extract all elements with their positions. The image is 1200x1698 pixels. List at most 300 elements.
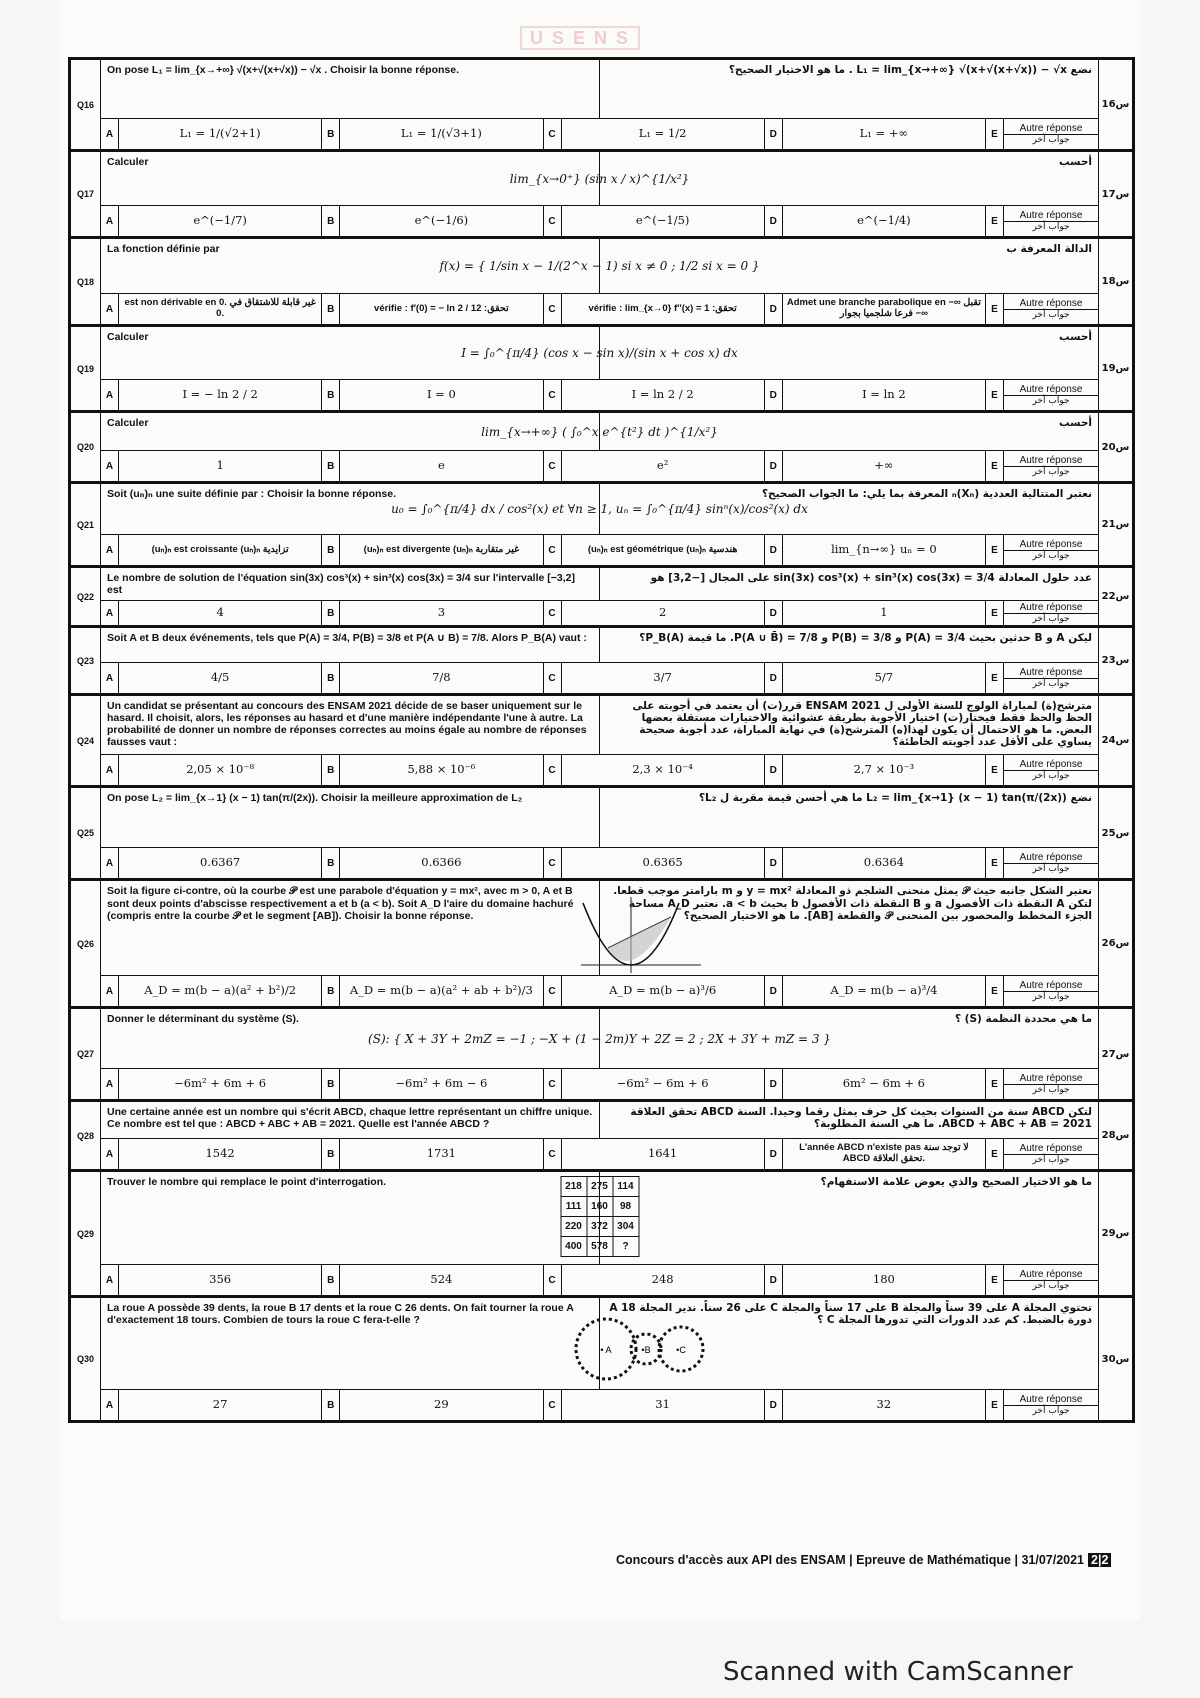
option-value [1004, 294, 1098, 324]
option-letter: C [544, 380, 562, 410]
option-letter: E [986, 848, 1004, 878]
answer-options [101, 294, 1098, 324]
option-value [1004, 1069, 1098, 1099]
answer-option-other[interactable] [986, 1069, 1098, 1099]
option-letter: B [322, 380, 340, 410]
other-answer-fr: Autre réponse [1004, 123, 1098, 136]
option-letter: A [101, 1390, 119, 1420]
option-letter: E [986, 601, 1004, 625]
question-text-ar: مترشح(ة) لمباراة الولوج للسنة الأولى ل ENSAM 2021 قرر(ت) أن يعتمد في أجوبته على الحظ والحظ فقط فيختار(ت) اختيار الأجوبة بطريقة عشوائية والاختيارات مستقلة بعضها البعض. ما هو الاحتمال أن يكون لهذا(ه) المترشح(ة) في نهاية المباراة، عدد أجوبة صحيحة يساوي على الأقل عدد أجوبته الخاطئة؟ [599, 696, 1098, 754]
option-value [1004, 451, 1098, 481]
answer-option[interactable] [101, 535, 322, 565]
question-row [71, 484, 1132, 568]
option-value: e^(−1/4) [857, 213, 911, 228]
question-text-fr: Calculer [107, 331, 149, 343]
question-text-ar: تحتوي المجلة A على 39 سناً والمجلة B على 17 سناً والمجلة C على 26 سناً. ندير المجلة A 18 دورة بالضبط. كم عدد الدورات التي تدورها المجلة C ؟ [599, 1298, 1098, 1389]
question-number-fr: Q20 [71, 413, 101, 481]
option-letter: B [322, 976, 340, 1006]
other-answer-ar: جواب آخر [1032, 679, 1070, 690]
grid-cell: 578 [587, 1237, 613, 1257]
answer-option[interactable] [101, 1139, 322, 1169]
option-value: L₁ = +∞ [859, 126, 909, 141]
option-letter: B [322, 1139, 340, 1169]
option-letter: D [765, 1069, 783, 1099]
option-value [1004, 848, 1098, 878]
question-number-ar: س16 [1098, 60, 1132, 149]
other-answer-fr: Autre réponse [1004, 602, 1098, 615]
other-answer-fr: Autre réponse [1004, 1143, 1098, 1156]
answer-option[interactable] [544, 535, 765, 565]
question-number-fr: Q18 [71, 239, 101, 324]
answer-option[interactable] [765, 1139, 986, 1169]
grid-cell: 218 [561, 1177, 587, 1197]
answer-option[interactable] [544, 119, 765, 149]
option-value: 524 [430, 1272, 453, 1287]
option-value: 1 [880, 605, 888, 620]
option-value: est non dérivable en 0. غير قابلة للاشتقاق في 0. [124, 297, 316, 319]
question-row [71, 628, 1132, 696]
option-letter: E [986, 119, 1004, 149]
answer-option[interactable] [322, 848, 543, 878]
option-letter: D [765, 206, 783, 236]
question-number-fr: Q22 [71, 568, 101, 625]
answer-option[interactable] [765, 663, 986, 693]
option-letter: C [544, 1139, 562, 1169]
question-text-ar: ليكن A و B حدثين بحيث P(A) = 3/4 و P(B) = 3/8 و P(A ∪ B̄) = 7/8. ما قيمة P_B(A)؟ [599, 628, 1098, 662]
answer-option[interactable] [765, 976, 986, 1006]
answer-option[interactable] [765, 1069, 986, 1099]
question-row [71, 239, 1132, 327]
answer-option-other[interactable] [986, 294, 1098, 324]
answer-option[interactable] [101, 206, 322, 236]
answer-option[interactable] [101, 1390, 322, 1420]
question-table [68, 57, 1135, 1423]
question-number-fr: Q29 [71, 1172, 101, 1295]
question-text-ar: نعتبر الشكل جانبه حيث 𝒫 يمثل منحنى الشلجم ذو المعادلة y = mx² و m بارامتر موجب قطعا. لتكن A النقطة ذات الأفصول a و B النقطة ذات الأفصول b بحيث a < b. نعتبر A_D مساحة الجزء المخطط والمحصور بين المنحنى 𝒫 والقطعة [AB]. ما هو الاختيار الصحيح؟ [599, 881, 1098, 975]
answer-option-other[interactable] [986, 535, 1098, 565]
grid-cell: 275 [587, 1177, 613, 1197]
answer-options [101, 1139, 1098, 1169]
other-answer-fr: Autre réponse [1004, 1269, 1098, 1282]
answer-option[interactable] [765, 601, 986, 625]
option-value: 4/5 [210, 670, 230, 685]
option-value: lim_{n→∞} uₙ = 0 [831, 542, 937, 557]
question-number-ar: س17 [1098, 152, 1132, 236]
option-letter: C [544, 1265, 562, 1295]
question-text-fr: Soit A et B deux événements, tels que P(A) = 3/4, P(B) = 3/8 et P(A ∪ B) = 7/8. Alors P_B(A) vaut : [107, 632, 587, 644]
answer-options [101, 119, 1098, 149]
option-letter: B [322, 848, 340, 878]
option-value: (uₙ)ₙ est croissante (uₙ)ₙ تزايدية [151, 543, 289, 555]
other-answer-ar: جواب آخر [1032, 1085, 1070, 1096]
other-answer-ar: جواب آخر [1032, 551, 1070, 562]
answer-option[interactable] [765, 380, 986, 410]
answer-option[interactable] [101, 119, 322, 149]
grid-cell: 372 [587, 1217, 613, 1237]
option-letter: C [544, 755, 562, 785]
option-letter: A [101, 1139, 119, 1169]
answer-option[interactable] [765, 848, 986, 878]
question-row [71, 413, 1132, 484]
answer-option[interactable] [322, 601, 543, 625]
svg-text:•C: •C [676, 1345, 686, 1355]
answer-option[interactable] [544, 601, 765, 625]
answer-option[interactable] [322, 1265, 543, 1295]
question-row [71, 152, 1132, 239]
answer-options [101, 451, 1098, 481]
option-letter: C [544, 1069, 562, 1099]
question-text-ar: ما هو الاختيار الصحيح والذي يعوض علامة الاستفهام؟ [599, 1172, 1098, 1264]
option-letter: E [986, 294, 1004, 324]
option-value: 4 [216, 605, 224, 620]
answer-option[interactable] [101, 294, 322, 324]
option-value: 0.6366 [421, 855, 462, 870]
question-number-fr: Q23 [71, 628, 101, 693]
option-value: A_D = m(b − a)(a² + ab + b²)/3 [349, 983, 533, 998]
question-row [71, 1172, 1132, 1298]
grid-cell: 114 [613, 1177, 639, 1197]
question-text-ar: نضع L₁ = lim_{x→+∞} √(x+√(x+√x)) − √x . ما هو الاختيار الصحيح؟ [599, 60, 1098, 118]
question-text-ar: لتكن ABCD سنة من السنوات بحيث كل حرف يمثل رقما وحيدا. السنة ABCD تحقق العلاقة ABCD + ABC + AB = 2021. ما هي السنة المطلوبة؟ [599, 1102, 1098, 1138]
option-value [1004, 755, 1098, 785]
other-answer-ar: جواب آخر [1032, 1281, 1070, 1292]
option-value: (uₙ)ₙ est géométrique (uₙ)ₙ هندسية [587, 543, 738, 555]
option-letter: C [544, 848, 562, 878]
option-letter: E [986, 1390, 1004, 1420]
option-value [1004, 1390, 1098, 1420]
option-letter: D [765, 294, 783, 324]
other-answer-fr: Autre réponse [1004, 980, 1098, 993]
answer-option[interactable] [322, 206, 543, 236]
option-letter: D [765, 663, 783, 693]
option-value: I = ln 2 [862, 387, 906, 402]
answer-option[interactable] [322, 380, 543, 410]
answer-option[interactable] [544, 663, 765, 693]
question-number-ar: س29 [1098, 1172, 1132, 1295]
answer-option-other[interactable] [986, 1390, 1098, 1420]
option-letter: A [101, 601, 119, 625]
answer-option[interactable] [101, 601, 322, 625]
answer-option[interactable] [101, 1265, 322, 1295]
answer-option[interactable] [322, 1139, 543, 1169]
option-letter: A [101, 535, 119, 565]
answer-option[interactable] [322, 1069, 543, 1099]
option-letter: C [544, 535, 562, 565]
answer-option[interactable] [101, 663, 322, 693]
option-value: A_D = m(b − a)³/4 [830, 983, 938, 998]
option-value: vérifie : f′(0) = − ln 2 / 12 :تحقق [374, 302, 509, 314]
answer-option[interactable] [101, 848, 322, 878]
question-number-fr: Q16 [71, 60, 101, 149]
other-answer-fr: Autre réponse [1004, 1073, 1098, 1086]
answer-option[interactable] [322, 451, 543, 481]
answer-option[interactable] [765, 451, 986, 481]
option-value: 32 [876, 1397, 892, 1412]
answer-option[interactable] [544, 1139, 765, 1169]
option-value: L₁ = 1/(√3+1) [400, 126, 482, 141]
answer-option-other[interactable] [986, 380, 1098, 410]
option-letter: A [101, 380, 119, 410]
question-text-fr: Trouver le nombre qui remplace le point d'interrogation. [107, 1176, 387, 1188]
option-value: +∞ [874, 458, 894, 473]
other-answer-fr: Autre réponse [1004, 852, 1098, 865]
answer-option[interactable] [322, 755, 543, 785]
answer-option[interactable] [322, 1390, 543, 1420]
question-text-ar: نضع L₂ = lim_{x→1} (x − 1) tan(π/(2x)) ما هي أحسن قيمة مقربة ل L₂؟ [599, 788, 1098, 847]
question-number-ar: س19 [1098, 327, 1132, 410]
answer-option[interactable] [101, 380, 322, 410]
question-number-ar: س24 [1098, 696, 1132, 785]
answer-option-other[interactable] [986, 451, 1098, 481]
answer-option[interactable] [544, 294, 765, 324]
option-letter: A [101, 451, 119, 481]
question-number-fr: Q21 [71, 484, 101, 565]
option-letter: D [765, 1265, 783, 1295]
option-letter: D [765, 755, 783, 785]
question-text-fr: Calculer [107, 417, 149, 429]
question-row [71, 60, 1132, 152]
option-value: Admet une branche parabolique en −∞ تقبل فرعا شلجميا بجوار −∞ [786, 297, 981, 319]
answer-options [101, 380, 1098, 410]
option-value: 2,05 × 10⁻⁸ [186, 762, 255, 777]
option-letter: D [765, 1390, 783, 1420]
other-answer-fr: Autre réponse [1004, 539, 1098, 552]
option-letter: E [986, 380, 1004, 410]
option-letter: A [101, 848, 119, 878]
question-text-fr: Donner le déterminant du système (S). [107, 1013, 299, 1025]
option-value: e^(−1/7) [193, 213, 247, 228]
answer-option-other[interactable] [986, 848, 1098, 878]
svg-text:• A: • A [600, 1345, 612, 1355]
question-number-ar: س26 [1098, 881, 1132, 1006]
question-row [71, 881, 1132, 1009]
question-number-fr: Q25 [71, 788, 101, 878]
question-text-ar: الدالة المعرفة ب [599, 239, 1098, 293]
question-number-fr: Q19 [71, 327, 101, 410]
option-letter: A [101, 1265, 119, 1295]
answer-option-other[interactable] [986, 1139, 1098, 1169]
option-letter: E [986, 1139, 1004, 1169]
question-row [71, 327, 1132, 413]
grid-cell: 400 [561, 1237, 587, 1257]
option-value: 1542 [205, 1146, 235, 1161]
answer-option-other[interactable] [986, 601, 1098, 625]
answer-option[interactable] [544, 206, 765, 236]
option-value: 5/7 [874, 670, 894, 685]
option-value [1004, 119, 1098, 149]
grid-cell: 160 [587, 1197, 613, 1217]
question-number-fr: Q24 [71, 696, 101, 785]
option-value: 5,88 × 10⁻⁶ [407, 762, 476, 777]
other-answer-ar: جواب آخر [1032, 310, 1070, 321]
answer-option[interactable] [544, 755, 765, 785]
option-value: 0.6364 [863, 855, 904, 870]
option-value: 1641 [647, 1146, 678, 1161]
question-row [71, 1298, 1132, 1420]
option-value: 7/8 [432, 670, 451, 685]
answer-option[interactable] [544, 451, 765, 481]
question-text-fr: Une certaine année est un nombre qui s'écrit ABCD, chaque lettre représentant un chiffre unique. Ce nombre est tel que : ABCD + ABC + AB = 2021. Quelle est l'année ABCD ? [107, 1106, 593, 1130]
option-letter: E [986, 976, 1004, 1006]
question-number-fr: Q28 [71, 1102, 101, 1169]
option-value: 6m² − 6m + 6 [842, 1076, 925, 1091]
option-letter: D [765, 451, 783, 481]
question-formula: (S): { X + 3Y + 2mZ = −1 ; −X + (1 − 2m)Y + 2Z = 2 ; 2X + 3Y + mZ = 3 } [368, 1031, 831, 1046]
answer-options [101, 601, 1098, 625]
answer-option-other[interactable] [986, 119, 1098, 149]
answer-option[interactable] [322, 535, 543, 565]
other-answer-fr: Autre réponse [1004, 455, 1098, 468]
grid-cell: ? [613, 1237, 639, 1257]
answer-option[interactable] [322, 976, 543, 1006]
option-letter: D [765, 1139, 783, 1169]
option-letter: A [101, 206, 119, 236]
answer-option[interactable] [765, 535, 986, 565]
other-answer-fr: Autre réponse [1004, 667, 1098, 680]
option-value [1004, 535, 1098, 565]
option-letter: D [765, 380, 783, 410]
option-value: 0.6367 [200, 855, 241, 870]
option-value: 180 [872, 1272, 895, 1287]
answer-options [101, 1069, 1098, 1099]
answer-option[interactable] [101, 976, 322, 1006]
other-answer-ar: جواب آخر [1032, 135, 1070, 146]
answer-option-other[interactable] [986, 663, 1098, 693]
question-text-fr: La roue A possède 39 dents, la roue B 17 dents et la roue C 26 dents. On fait tourner la roue A d'exactement 18 tours. Combien de tours la roue C fera-t-elle ? [107, 1302, 574, 1326]
option-letter: A [101, 1069, 119, 1099]
answer-option-other[interactable] [986, 755, 1098, 785]
option-value: I = − ln 2 / 2 [182, 387, 258, 402]
answer-option[interactable] [322, 294, 543, 324]
answer-option[interactable] [101, 451, 322, 481]
question-text-fr: On pose L₂ = lim_{x→1} (x − 1) tan(π/(2x)). Choisir la meilleure approximation de L₂ [107, 792, 523, 804]
grid-cell: 304 [613, 1217, 639, 1237]
other-answer-fr: Autre réponse [1004, 210, 1098, 223]
answer-option[interactable] [322, 663, 543, 693]
answer-option[interactable] [544, 848, 765, 878]
question-formula: lim_{x→+∞} ( ∫₀^x e^{t²} dt )^{1/x²} [481, 424, 718, 439]
option-letter: B [322, 601, 340, 625]
answer-option[interactable] [101, 1069, 322, 1099]
other-answer-ar: جواب آخر [1032, 222, 1070, 233]
answer-option[interactable] [544, 380, 765, 410]
answer-option[interactable] [544, 976, 765, 1006]
option-letter: D [765, 976, 783, 1006]
option-value: 27 [212, 1397, 228, 1412]
option-value [1004, 1139, 1098, 1169]
answer-options [101, 755, 1098, 785]
option-letter: E [986, 755, 1004, 785]
option-value: L₁ = 1/2 [638, 126, 687, 141]
other-answer-ar: جواب آخر [1032, 1406, 1070, 1417]
answer-option[interactable] [544, 1069, 765, 1099]
page-number: 2|2 [1088, 1553, 1111, 1567]
option-value: 2,3 × 10⁻⁴ [632, 762, 693, 777]
question-number-ar: س23 [1098, 628, 1132, 693]
answer-option-other[interactable] [986, 1265, 1098, 1295]
question-number-ar: س21 [1098, 484, 1132, 565]
question-text-fr: Un candidat se présentant au concours des ENSAM 2021 décide de se baser uniquement sur le hasard. Il choisit, alors, les réponses au hasard et d'une manière indépendante l'une à autre. La probabilité de donner un nombre de réponses correctes au moins égale au nombre de réponses fausses vaut : [107, 700, 587, 748]
option-letter: E [986, 1069, 1004, 1099]
answer-option[interactable] [765, 1265, 986, 1295]
answer-option[interactable] [322, 119, 543, 149]
option-value: e^(−1/6) [414, 213, 469, 228]
option-letter: B [322, 755, 340, 785]
option-value [1004, 206, 1098, 236]
answer-option-other[interactable] [986, 976, 1098, 1006]
answer-option[interactable] [544, 1390, 765, 1420]
question-text-fr: Soit la figure ci-contre, où la courbe 𝒫 est une parabole d'équation y = mx², avec m > 0, A et B sont deux points d'abscisse respectivement a et b (a < b). Soit A_D l'aire du domaine hachuré (compris entre la courbe 𝒫 et le segment [AB]). Choisir la bonne réponse. [107, 885, 574, 922]
answer-option[interactable] [544, 1265, 765, 1295]
option-value: I = 0 [426, 387, 456, 402]
option-letter: C [544, 294, 562, 324]
other-answer-fr: Autre réponse [1004, 298, 1098, 311]
option-value: L'année ABCD n'existe pas لا توجد سنة ABCD تحقق العلاقة. [799, 1142, 969, 1164]
answer-option-other[interactable] [986, 206, 1098, 236]
option-value: 248 [651, 1272, 674, 1287]
option-letter: A [101, 663, 119, 693]
question-number-fr: Q26 [71, 881, 101, 1006]
parabola-figure [571, 895, 711, 975]
option-letter: A [101, 294, 119, 324]
question-text-fr: Soit (uₙ)ₙ une suite définie par : Choisir la bonne réponse. [107, 488, 397, 500]
answer-options [101, 848, 1098, 878]
option-letter: D [765, 119, 783, 149]
option-value: 356 [209, 1272, 232, 1287]
option-letter: B [322, 119, 340, 149]
other-answer-ar: جواب آخر [1032, 771, 1070, 782]
answer-option[interactable] [765, 119, 986, 149]
option-letter: C [544, 206, 562, 236]
other-answer-ar: جواب آخر [1032, 864, 1070, 875]
question-row [71, 696, 1132, 788]
option-letter: B [322, 206, 340, 236]
option-value: 2 [658, 605, 667, 620]
option-letter: B [322, 663, 340, 693]
question-formula: u₀ = ∫₀^{π/4} dx / cos²(x) et ∀n ≥ 1, uₙ = ∫₀^{π/4} sinⁿ(x)/cos²(x) dx [391, 502, 808, 516]
option-value [1004, 1265, 1098, 1295]
option-value: e² [656, 458, 669, 473]
footer-text: Concours d'accès aux API des ENSAM | Epreuve de Mathématique | 31/07/2021 [616, 1553, 1085, 1567]
gears-figure [571, 1304, 711, 1384]
option-letter: E [986, 206, 1004, 236]
option-letter: C [544, 451, 562, 481]
question-number-ar: س18 [1098, 239, 1132, 324]
other-answer-fr: Autre réponse [1004, 759, 1098, 772]
question-text-ar: نعتبر المتتالية العددية (Xₙ)ₙ المعرفة بما يلي: ما الجواب الصحيح؟ [599, 484, 1098, 534]
other-answer-fr: Autre réponse [1004, 384, 1098, 397]
other-answer-ar: جواب آخر [1032, 1155, 1070, 1166]
question-number-ar: س30 [1098, 1298, 1132, 1420]
answer-option[interactable] [765, 294, 986, 324]
option-value [1004, 976, 1098, 1006]
option-value: 3 [437, 605, 446, 620]
option-value [1004, 380, 1098, 410]
question-number-ar: س25 [1098, 788, 1132, 878]
other-answer-fr: Autre réponse [1004, 1394, 1098, 1407]
option-letter: B [322, 1390, 340, 1420]
answer-option[interactable] [765, 1390, 986, 1420]
option-value: 0.6365 [642, 855, 683, 870]
answer-option[interactable] [765, 206, 986, 236]
option-value: (uₙ)ₙ est divergente (uₙ)ₙ غير متقاربة [363, 543, 520, 555]
option-letter: E [986, 1265, 1004, 1295]
other-answer-ar: جواب آخر [1032, 614, 1070, 625]
answer-option[interactable] [765, 755, 986, 785]
option-value: vérifie : lim_{x→0} f″(x) = 1 :تحقق [588, 302, 737, 314]
svg-text:•B: •B [641, 1345, 651, 1355]
answer-option[interactable] [101, 755, 322, 785]
